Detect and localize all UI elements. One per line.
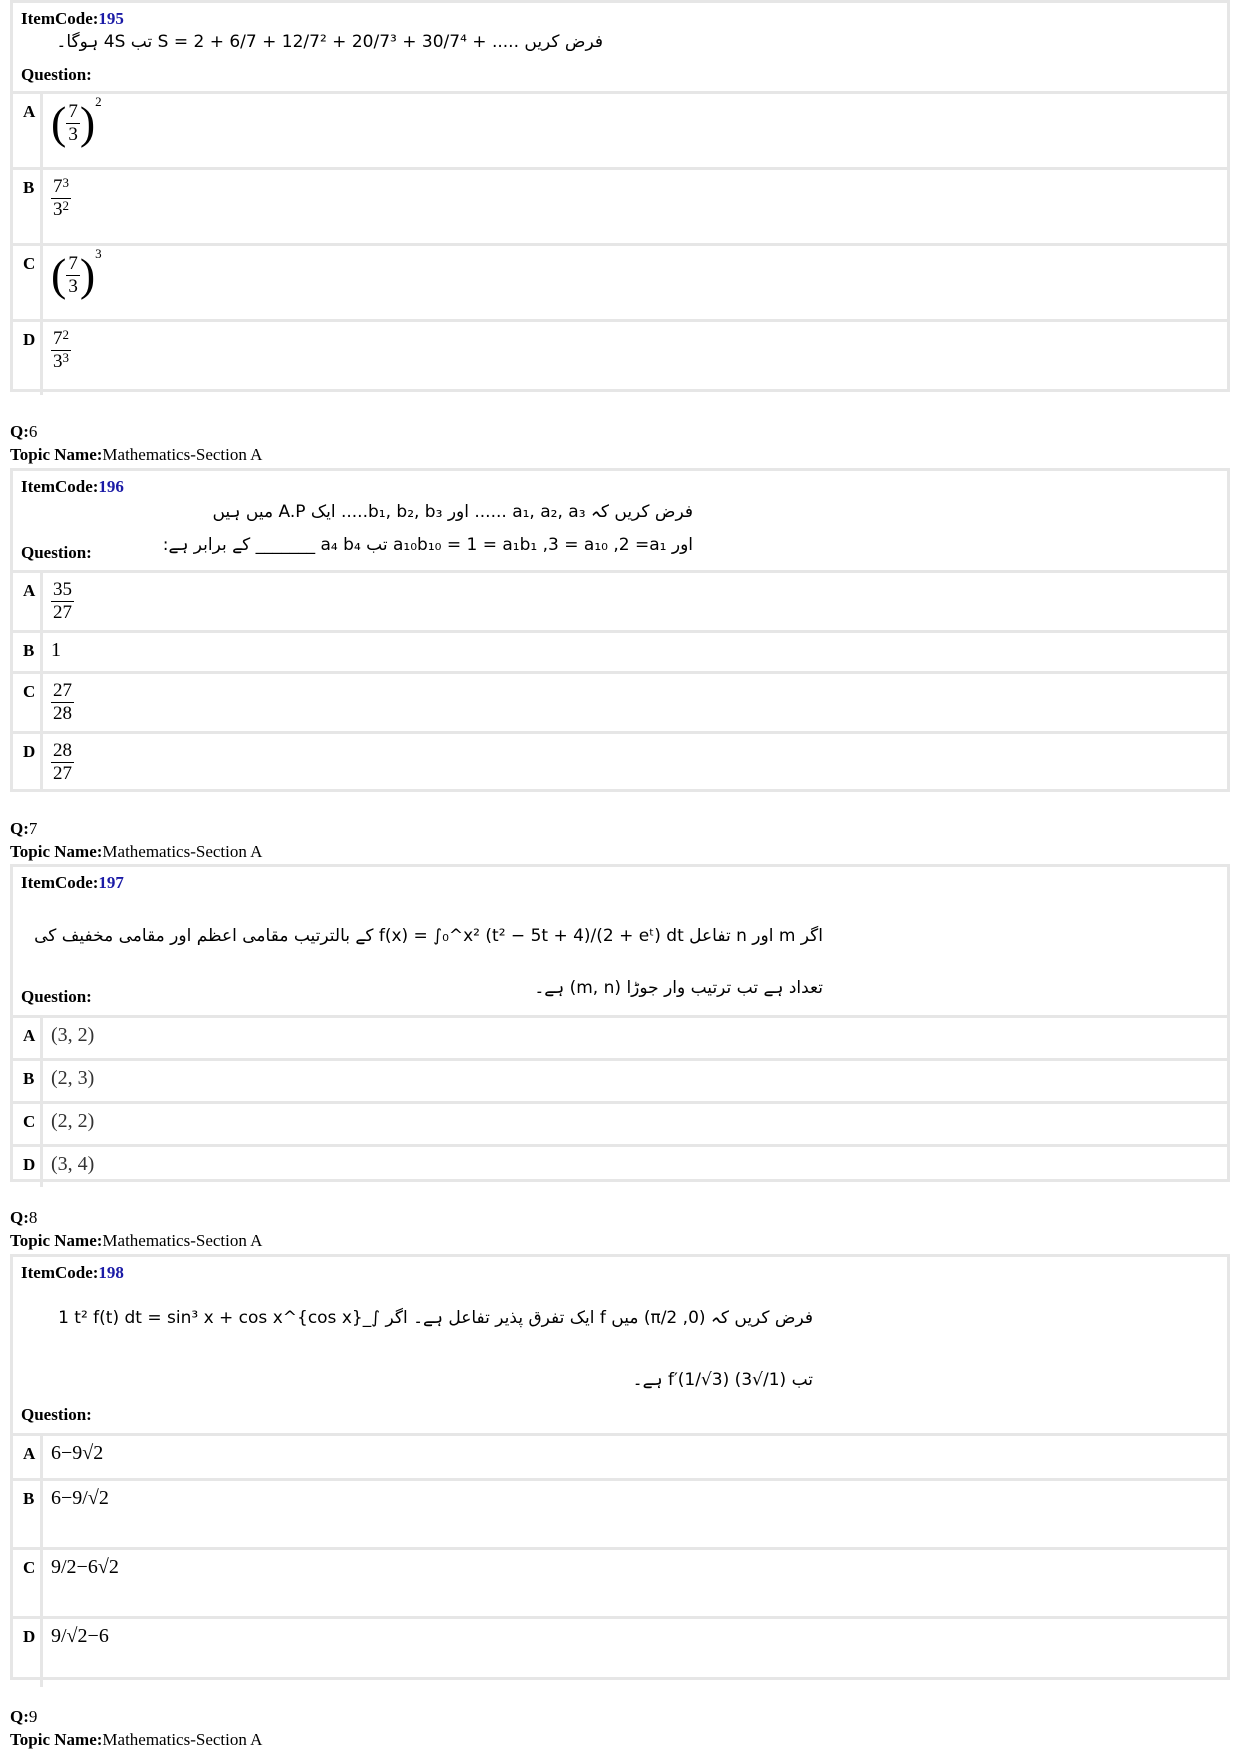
question-card-198 — [10, 1254, 1230, 1680]
question-header-6 — [10, 420, 262, 466]
option-a[interactable] — [13, 573, 1227, 633]
option-value: (3, 4) — [51, 1153, 95, 1175]
item-code-label: ItemCode: — [21, 873, 99, 892]
option-value: 9/2−6√2 — [51, 1556, 119, 1578]
question-number-label: Q: — [10, 422, 29, 441]
option-d[interactable] — [13, 322, 1227, 395]
question-header-8 — [10, 1206, 262, 1252]
question-number-label: Q: — [10, 1208, 29, 1227]
question-card-197 — [10, 864, 1230, 1182]
item-code-label: ItemCode: — [21, 477, 99, 496]
question-text-line-2: تب (1/√3) f′(1/√3) ہے۔ — [632, 1370, 813, 1390]
option-b[interactable] — [13, 1481, 1227, 1550]
question-card-195 — [10, 0, 1230, 392]
item-code — [21, 9, 124, 29]
option-letter: A — [13, 1018, 43, 1058]
question-number-label: Q: — [10, 1707, 29, 1726]
fraction-numerator: 28 — [53, 740, 72, 761]
question-stem — [13, 1257, 1227, 1436]
topic-label: Topic Name: — [10, 1730, 103, 1749]
option-value: 6−9√2 — [51, 1442, 104, 1464]
item-code — [21, 873, 124, 893]
question-label: Question: — [21, 543, 92, 562]
item-code-value: 196 — [98, 477, 124, 496]
question-label: Question: — [21, 1405, 92, 1424]
item-code — [21, 477, 124, 497]
option-value — [43, 734, 74, 791]
question-card-196 — [10, 468, 1230, 792]
option-value: 1 — [51, 639, 61, 661]
option-letter: C — [13, 246, 43, 319]
option-value: ( $\frac{7}{3}$ )$^2$ — [51, 94, 102, 148]
option-letter: C — [13, 1104, 43, 1144]
item-code-value: 198 — [98, 1263, 124, 1282]
topic-label: Topic Name: — [10, 842, 103, 861]
question-text-line-1: اگر m اور n تفاعل f(x) = ∫₀^x² (t² − 5t + 4)/(2 + eᵗ) dt کے بالترتیب مقامی اعظم اور مقامی مخفیف کی — [34, 926, 823, 946]
question-text-line-1: فرض کریں کہ (0, π/2) میں f ایک تفرق پذیر تفاعل ہے۔ اگر ∫_{cos x}^1 t² f(t) dt = sin³ x + cos x — [58, 1308, 813, 1328]
item-code-value: 197 — [98, 873, 124, 892]
question-text-line-1: فرض کریں کہ a₁, a₂, a₃ ...... اور b₁, b₂, b₃..... ایک A.P میں ہیں — [212, 502, 693, 522]
fraction-denominator: 27 — [53, 763, 72, 784]
topic-name: Mathematics-Section A — [102, 1231, 263, 1250]
option-a[interactable] — [13, 94, 1227, 170]
item-code — [21, 1263, 124, 1283]
question-text-line-2: اور a₁₀b₁₀ = 1 = a₁b₁ ,3 = a₁₀ ,2 =a₁ تب a₄ b₄ _______ کے برابر ہے: — [162, 535, 693, 555]
option-letter: D — [13, 734, 43, 791]
question-number-label: Q: — [10, 819, 29, 838]
topic-name: Mathematics-Section A — [102, 445, 263, 464]
item-code-value: 195 — [98, 9, 124, 28]
option-value: (2, 2) — [51, 1110, 95, 1132]
option-letter: A — [13, 94, 43, 167]
option-value: 6−9/√2 — [51, 1487, 109, 1509]
question-header-9 — [10, 1705, 262, 1751]
question-number: 9 — [28, 1707, 38, 1726]
option-value: (2, 3) — [51, 1067, 95, 1089]
fraction-numerator: 35 — [53, 579, 72, 600]
option-b[interactable] — [13, 633, 1227, 674]
question-text-line-2: تعداد ہے تب ترتیب وار جوڑا (m, n) ہے۔ — [534, 978, 823, 998]
topic-name: Mathematics-Section A — [102, 1730, 263, 1749]
option-b[interactable] — [13, 170, 1227, 246]
option-letter: D — [13, 322, 43, 395]
option-letter: D — [13, 1147, 43, 1187]
option-letter: C — [13, 674, 43, 731]
topic-name: Mathematics-Section A — [102, 842, 263, 861]
question-number: 7 — [28, 819, 38, 838]
option-value — [43, 674, 74, 731]
option-letter: B — [13, 170, 43, 243]
fraction-denominator: 28 — [53, 703, 72, 724]
option-d[interactable] — [13, 1619, 1227, 1687]
question-number: 8 — [28, 1208, 38, 1227]
option-letter: A — [13, 573, 43, 630]
option-c[interactable] — [13, 1104, 1227, 1147]
fraction-denominator: 27 — [53, 602, 72, 623]
topic-label: Topic Name: — [10, 1231, 103, 1250]
option-c[interactable] — [13, 674, 1227, 734]
question-number: 6 — [28, 422, 38, 441]
option-value: $\frac{7^2}{3^3}$ — [53, 327, 69, 372]
topic-label: Topic Name: — [10, 445, 103, 464]
option-value: ( $\frac{7}{3}$ )$^3$ — [51, 246, 102, 300]
option-letter: D — [13, 1619, 43, 1687]
item-code-label: ItemCode: — [21, 9, 99, 28]
question-text — [56, 31, 603, 52]
option-value: $\frac{7^3}{3^2}$ — [53, 175, 69, 220]
option-letter: B — [13, 1061, 43, 1101]
option-value: (3, 2) — [51, 1024, 95, 1046]
question-stem — [13, 3, 1227, 94]
option-d[interactable] — [13, 734, 1227, 791]
option-letter: B — [13, 1481, 43, 1547]
question-text-content: فرض کریں ..... + 30/7⁴ + 20/7³ + 12/7² + 6/7 + S = 2 تب 4S ہوگا۔ — [56, 32, 603, 52]
option-a[interactable] — [13, 1018, 1227, 1061]
option-letter: A — [13, 1436, 43, 1478]
question-stem — [13, 471, 1227, 573]
option-value — [43, 573, 74, 630]
option-a[interactable] — [13, 1436, 1227, 1481]
option-b[interactable] — [13, 1061, 1227, 1104]
option-letter: C — [13, 1550, 43, 1616]
question-stem — [13, 867, 1227, 1018]
option-c[interactable] — [13, 246, 1227, 322]
question-header-7 — [10, 817, 262, 863]
question-label: Question: — [21, 987, 92, 1006]
question-label: Question: — [21, 65, 92, 84]
option-d[interactable] — [13, 1147, 1227, 1187]
fraction-numerator: 27 — [53, 680, 72, 701]
option-letter: B — [13, 633, 43, 671]
option-value: 9/√2−6 — [51, 1625, 109, 1647]
item-code-label: ItemCode: — [21, 1263, 99, 1282]
option-c[interactable] — [13, 1550, 1227, 1619]
